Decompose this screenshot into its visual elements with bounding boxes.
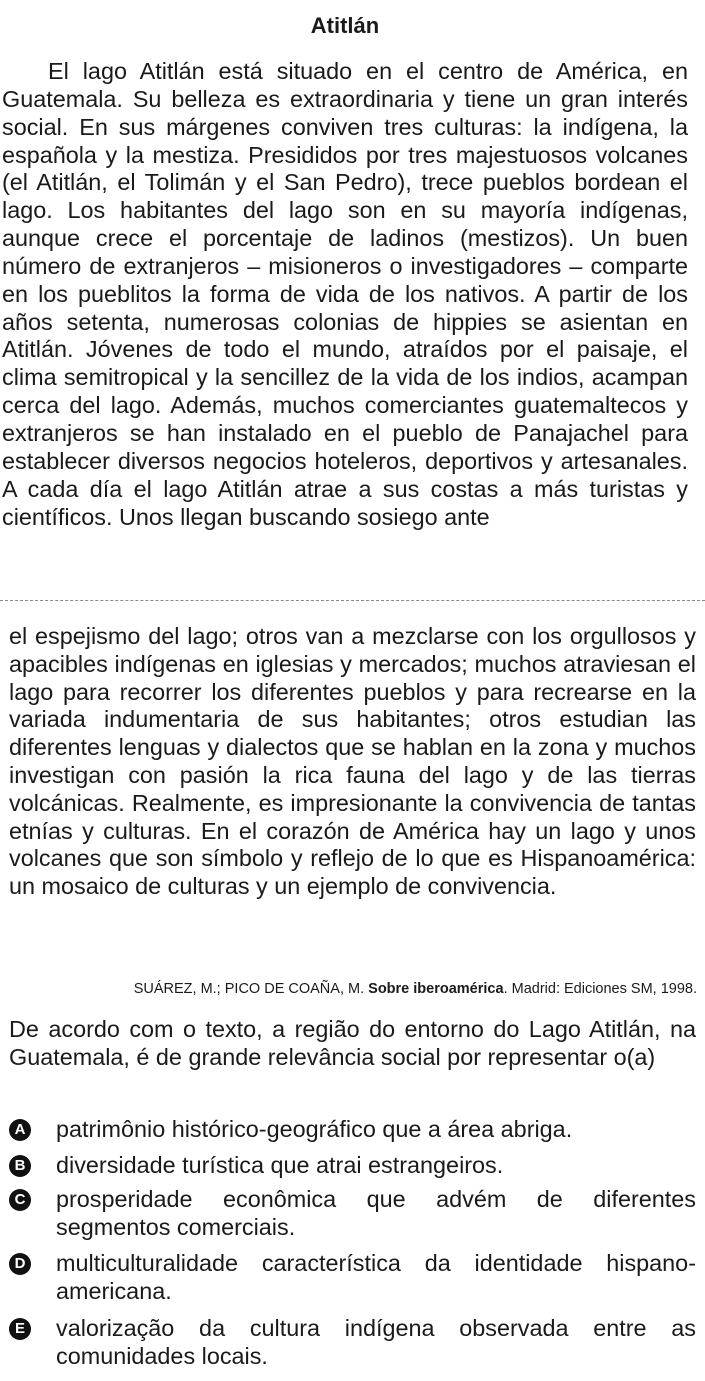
source-citation <box>0 980 697 998</box>
option-letter-d-badge: D <box>9 1253 31 1275</box>
page-cut-divider <box>0 600 705 601</box>
answer-option-d[interactable] <box>9 1250 696 1305</box>
answer-option-b[interactable] <box>9 1152 696 1180</box>
option-d-text: multiculturalidade característica da identidade hispano-americana. <box>56 1250 696 1304</box>
option-c-text: prosperidade econômica que advém de diferentes segmentos comerciais. <box>56 1186 696 1240</box>
source-authors: SUÁREZ, M.; PICO DE COAÑA, M. <box>133 981 369 997</box>
option-b-text: diversidade turística que atrai estrangeiros. <box>56 1152 504 1178</box>
question-stem: De acordo com o texto, a região do entorno do Lago Atitlán, na Guatemala, é de grande relevância social por representar o(a) <box>9 1016 696 1070</box>
passage-text-part1 <box>2 58 688 531</box>
passage-title: Atitlán <box>310 13 380 38</box>
answer-option-a[interactable] <box>9 1116 696 1144</box>
answer-option-e[interactable] <box>9 1315 696 1370</box>
option-letter-e-badge: E <box>9 1318 31 1340</box>
option-e-text: valorização da cultura indígena observada entre as comunidades locais. <box>56 1315 696 1369</box>
passage-text-part2: el espejismo del lago; otros van a mezclarse con los orgullosos y apacibles indígenas en iglesias y mercados; muchos atraviesan el lago para recorrer los diferentes pueblos y para recrearse en la variada indumentaria de sus habitantes; otros estudian las diferentes lenguas y dialectos que se hablan en la zona y muchos investigan con pasión la rica fauna del lago y de las tierras volcánicas. Realmente, es impresionante la convivencia de tantas etnías y culturas. En el corazón de América hay un lago y unos volcanes que son símbolo y reflejo de lo que es Hispanoamérica: un mosaico de culturas y un ejemplo de convivencia. <box>9 623 696 900</box>
option-a-text: patrimônio histórico-geográfico que a área abriga. <box>56 1116 573 1142</box>
option-letter-b-badge: B <box>9 1155 31 1177</box>
option-letter-a-badge: A <box>9 1119 31 1141</box>
source-work-title: Sobre iberoamérica <box>368 981 504 997</box>
source-publisher: . Madrid: Ediciones SM, 1998. <box>503 981 697 997</box>
answer-option-c[interactable] <box>9 1186 696 1241</box>
option-letter-c-badge: C <box>9 1189 31 1211</box>
passage-text-part1-content: El lago Atitlán está situado en el centro de América, en Guatemala. Su belleza es extraordinaria y tiene un gran interés social. En sus márgenes conviven tres culturas: la indígena, la española y la mestiza. Presididos por tres majestuosos volcanes (el Atitlán, el Tolimán y el San Pedro), trece pueblos bordean el lago. Los habitantes del lago son en su mayoría indígenas, aunque crece el porcentaje de ladinos (mestizos). Un buen número de extranjeros – misioneros o investigadores – comparte en los pueblitos la forma de vida de los nativos. A partir de los años setenta, numerosas colonias de hippies se asientan en Atitlán. Jóvenes de todo el mundo, atraídos por el paisaje, el clima semitropical y la sencillez de la vida de los indios, acampan cerca del lago. Además, muchos comerciantes guatemaltecos y extranjeros se han instalado en el pueblo de Panajachel para establecer diversos negocios hoteleros, deportivos y artesanales. A cada día el lago Atitlán atrae a sus costas a más turistas y científicos. Unos llegan buscando sosiego ante <box>2 58 688 530</box>
